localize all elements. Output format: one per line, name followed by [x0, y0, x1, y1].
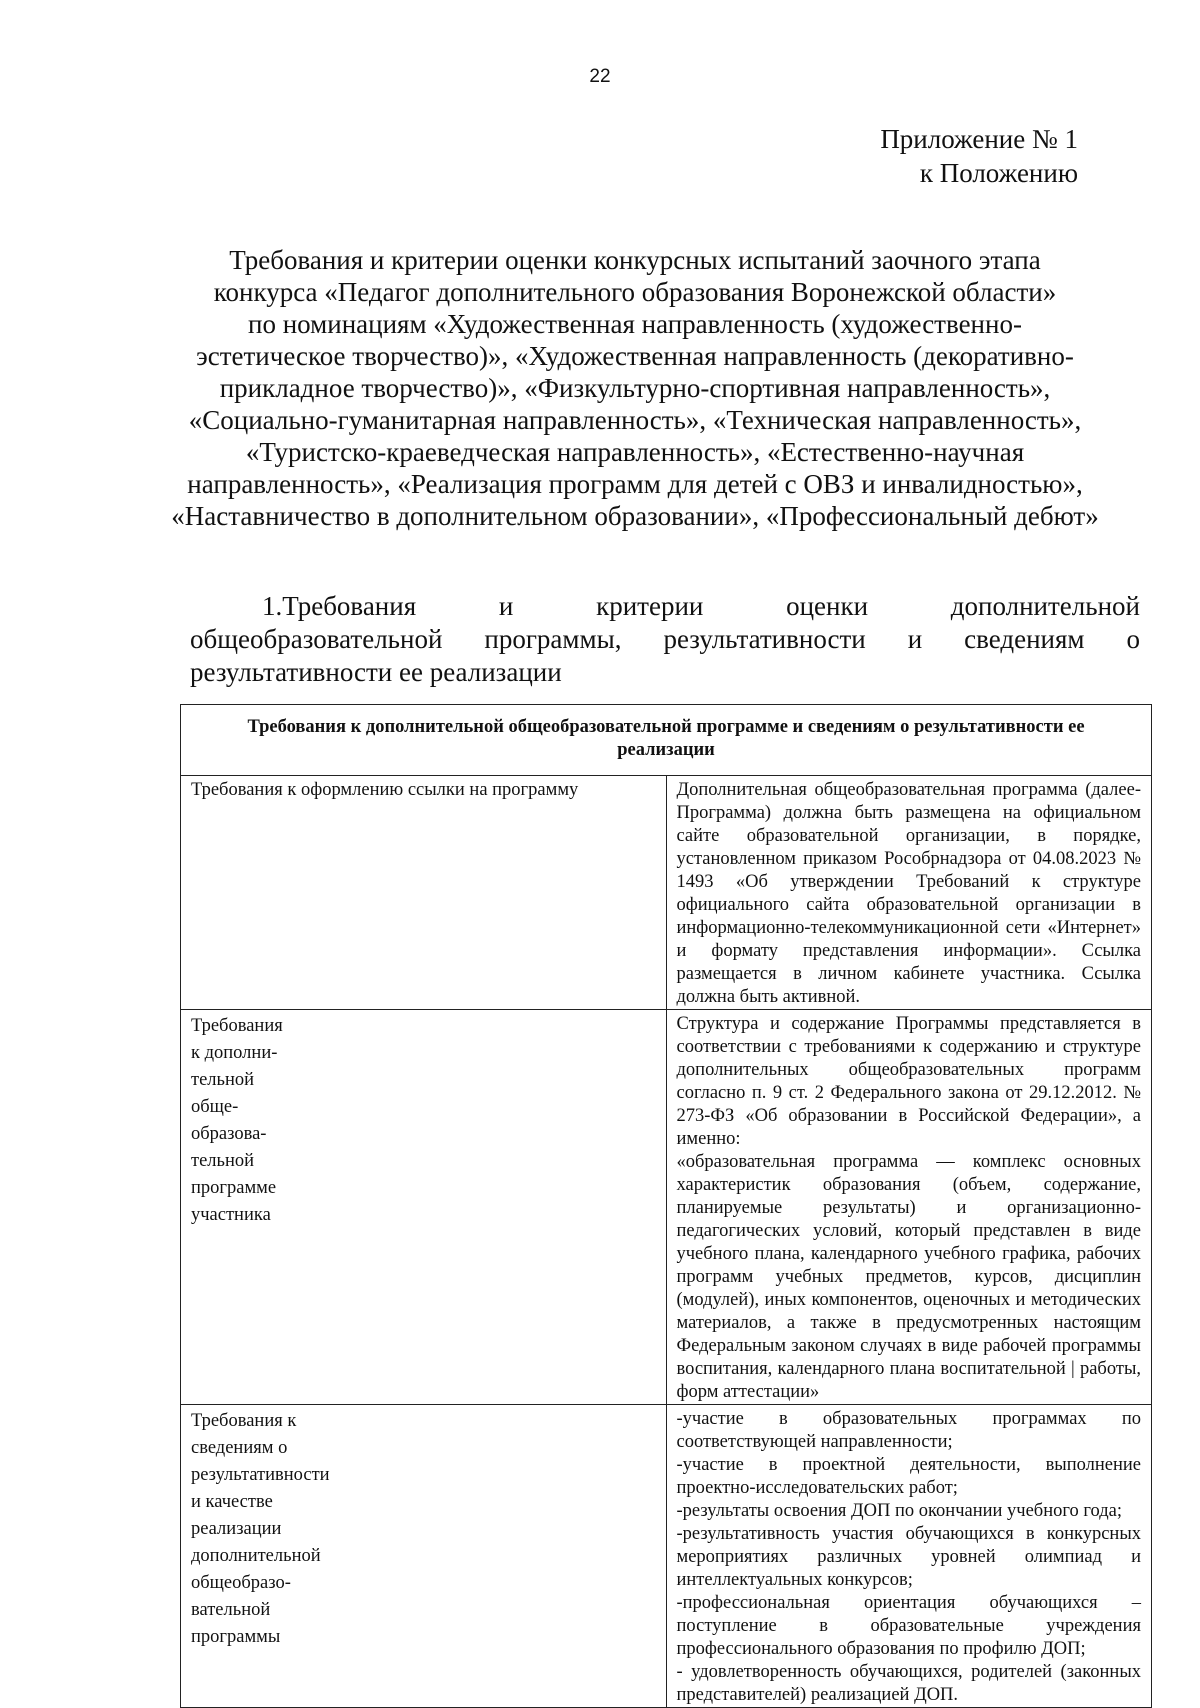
row-label: Требования к оформлению ссылки на программу	[181, 776, 667, 1010]
section-heading-line-1	[190, 590, 1140, 623]
title-line: «Туристско-краеведческая направленность», «Естественно-научная	[245, 437, 1025, 467]
title-line: по номинациям «Художественная направленность (художественно-	[248, 309, 1022, 339]
list-item: -участие в образовательных программах по соответствующей направленности;	[676, 1409, 1141, 1452]
title-line: Требования и критерии оценки конкурсных испытаний заочного этапа	[229, 245, 1041, 275]
table-row	[181, 1405, 1152, 1708]
list-item: -участие в проектной деятельности, выполнение проектно-исследовательских работ;	[676, 1455, 1141, 1498]
label-line: и качестве	[191, 1492, 273, 1512]
row-label	[181, 1010, 667, 1405]
table-row	[181, 1010, 1152, 1405]
label-line: реализации	[191, 1519, 282, 1539]
list-item: -результативность участия обучающихся в конкурсных мероприятиях различных уровней олимпиад и интеллектуальных конкурсов;	[676, 1524, 1141, 1590]
content-paragraph: Структура и содержание Программы представляется в соответствии с требованиями к содержанию и структуре дополнительных общеобразовательных программ согласно п. 9 ст. 2 Федерального закона от 29.12.2012. № 273-ФЗ «Об образовании в Российской Федерации», а именно:	[676, 1014, 1141, 1149]
table-header: Требования к дополнительной общеобразовательной программе и сведениям о результативности ее реализации	[181, 705, 1152, 776]
heading-word: общеобразовательной	[190, 624, 443, 654]
label-line: программы	[191, 1627, 281, 1647]
label-line: вательной	[191, 1600, 271, 1620]
heading-word: сведениям	[964, 624, 1085, 654]
heading-word: 1.Требования	[262, 591, 417, 621]
heading-word: результативности	[663, 624, 866, 654]
title-line: эстетическое творчество)», «Художественная направленность (декоративно-	[196, 341, 1074, 371]
heading-word: критерии	[596, 591, 704, 621]
heading-word: и	[907, 624, 923, 654]
page-number: 22	[589, 66, 611, 87]
appendix-line-2: к Положению	[919, 158, 1078, 188]
label-line: тельной	[191, 1151, 255, 1171]
heading-word: дополнительной	[950, 591, 1140, 621]
title-line: «Наставничество в дополнительном образовании», «Профессиональный дебют»	[171, 501, 1099, 531]
heading-word: оценки	[786, 591, 869, 621]
title-line: направленность», «Реализация программ для детей с ОВЗ и инвалидностью»,	[187, 469, 1083, 499]
label-line: к дополни-	[191, 1043, 278, 1063]
label-line: программе	[191, 1178, 277, 1198]
section-heading-line-3: результативности ее реализации	[190, 657, 562, 687]
heading-word: программы,	[484, 624, 622, 654]
title-line: конкурса «Педагог дополнительного образования Воронежской области»	[213, 277, 1057, 307]
label-line: Требования к	[191, 1411, 297, 1431]
list-item: -профессиональная ориентация обучающихся – поступление в образовательные учреждения профессионального образования по профилю ДОП;	[676, 1593, 1141, 1659]
label-line: образова-	[191, 1124, 267, 1144]
row-content	[666, 1405, 1152, 1708]
list-item: - удовлетворенность обучающихся, родителей (законных представителей) реализацией ДОП.	[676, 1662, 1141, 1705]
section-heading	[190, 590, 1140, 689]
label-line: результативности	[191, 1465, 330, 1485]
label-line: Требования	[191, 1016, 283, 1036]
label-line: общеобразо-	[191, 1573, 291, 1593]
label-line: участника	[191, 1205, 271, 1225]
appendix-note	[880, 122, 1078, 190]
heading-word: и	[498, 591, 514, 621]
label-line: обще-	[191, 1097, 239, 1117]
row-content	[666, 1010, 1152, 1405]
content-paragraph: «образовательная программа — комплекс основных характеристик образования (объем, содержание, планируемые результаты) и организационно-педагогических условий, который представлен в виде учебного плана, календарного учебного графика, рабочих программ учебных предметов, курсов, дисциплин (модулей), иных компонентов, оценочных и методических материалов, а также в предусмотренных настоящим Федеральным законом случаях в виде рабочей программы воспитания, календарного плана воспитательной | работы, форм аттестации»	[676, 1152, 1141, 1402]
table-header-row	[181, 705, 1152, 776]
requirements-table	[180, 704, 1152, 1708]
document-title	[150, 244, 1120, 532]
row-content: Дополнительная общеобразовательная программа (далее-Программа) должна быть размещена на официальном сайте образовательной организации, в порядке, установленном приказом Рособрнадзора от 04.08.2023 № 1493 «Об утверждении Требований к структуре официального сайта образовательной организации в информационно-телекоммуникационной сети «Интернет» и формату представления информации». Ссылка размещается в личном кабинете участника. Ссылка должна быть активной.	[666, 776, 1152, 1010]
title-line: прикладное творчество)», «Физкультурно-спортивная направленность»,	[219, 373, 1051, 403]
list-item: -результаты освоения ДОП по окончании учебного года;	[676, 1501, 1122, 1521]
table-row	[181, 776, 1152, 1010]
label-line: дополнительной	[191, 1546, 321, 1566]
row-label	[181, 1405, 667, 1708]
section-heading-line-2	[190, 623, 1140, 656]
title-line: «Социально-гуманитарная направленность», «Техническая направленность»,	[188, 405, 1082, 435]
heading-word: о	[1126, 624, 1140, 654]
label-line: тельной	[191, 1070, 255, 1090]
appendix-line-1: Приложение № 1	[880, 124, 1078, 154]
label-line: сведениям о	[191, 1438, 288, 1458]
